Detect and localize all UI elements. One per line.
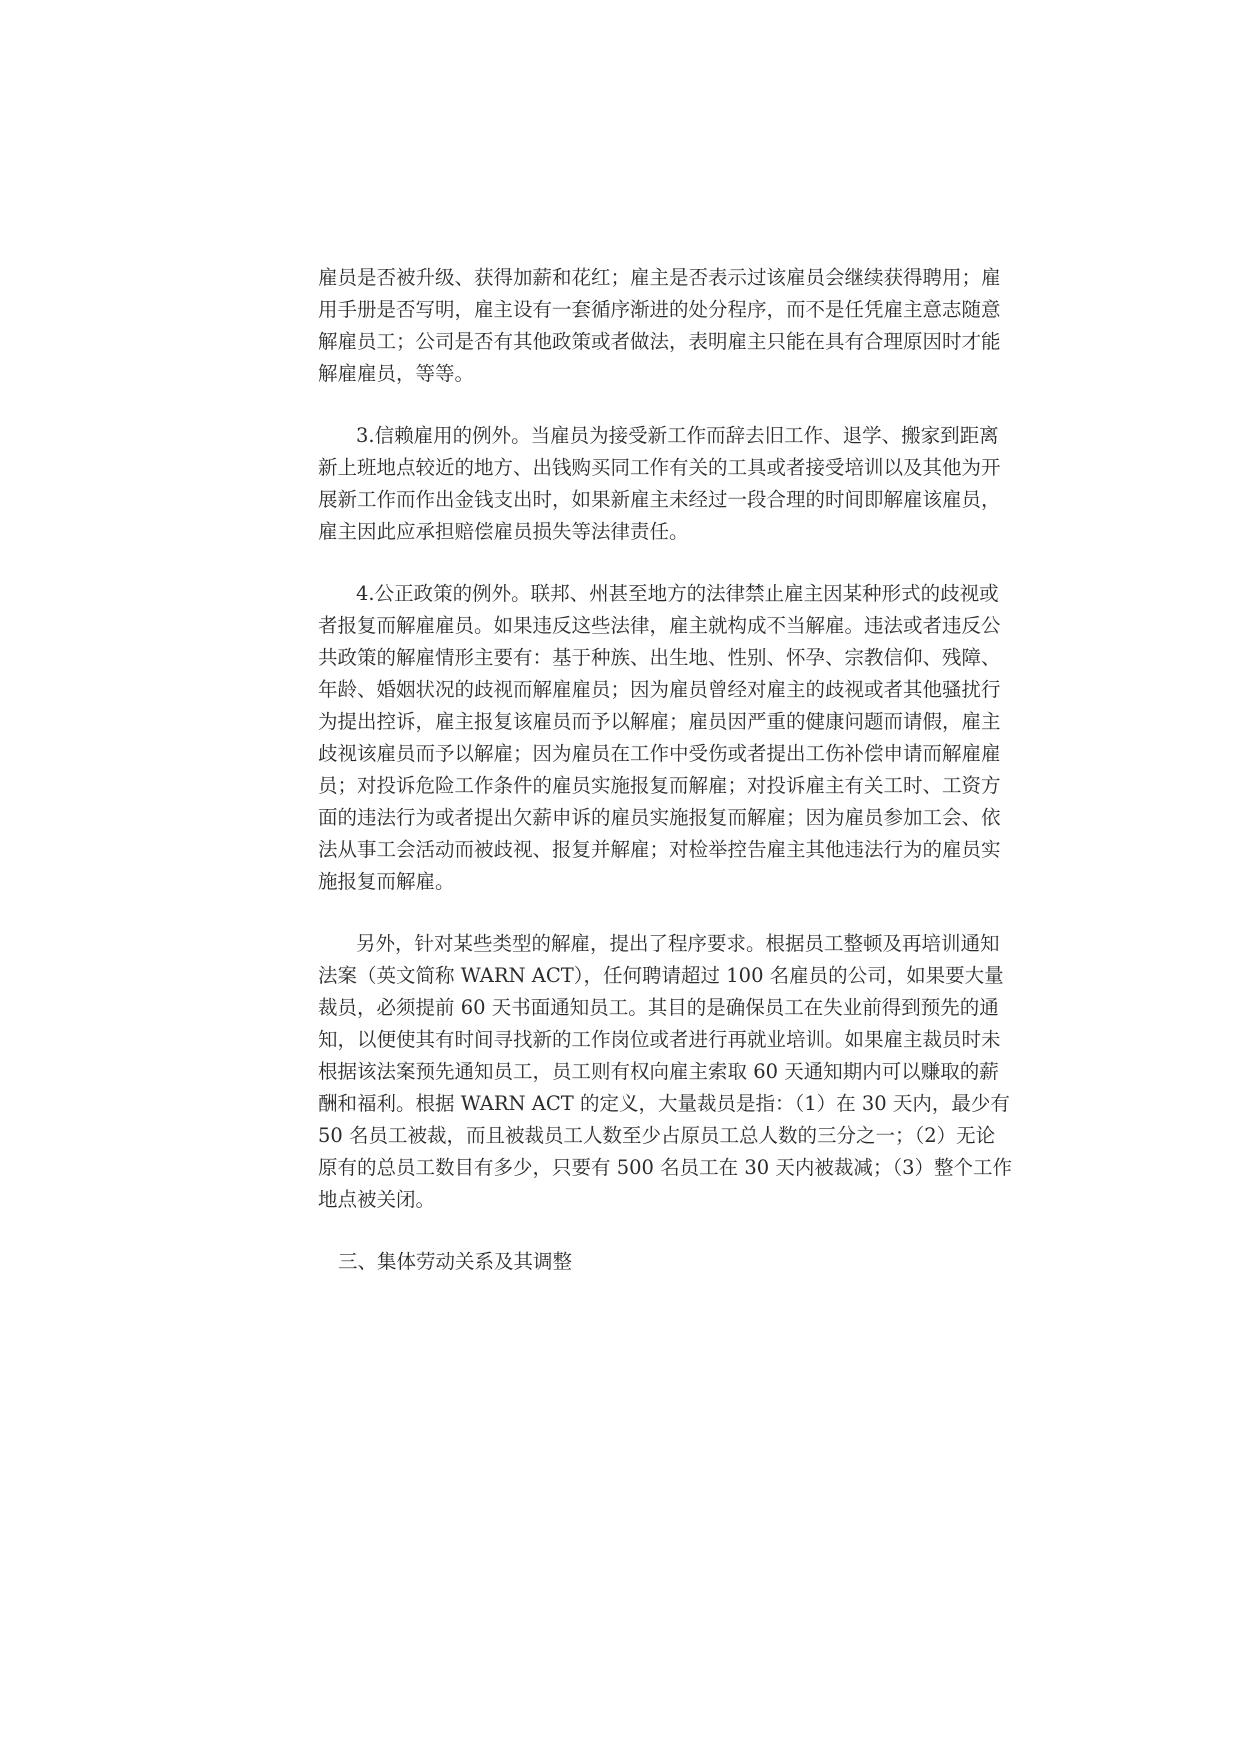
text-line: 50 名员工被裁，而且被裁员工人数至少占原员工总人数的三分之一；（2）无论 xyxy=(318,1124,996,1147)
text-line: 年龄、婚姻状况的歧视而解雇雇员；因为雇员曾经对雇主的歧视或者其他骚扰行 xyxy=(318,678,1001,701)
text-line: 施报复而解雇。 xyxy=(318,870,455,893)
text-line: 员；对投诉危险工作条件的雇员实施报复而解雇；对投诉雇主有关工时、工资方 xyxy=(318,774,1001,797)
paragraph-3 xyxy=(318,578,1001,898)
text-line: 裁员，必须提前 60 天书面通知员工。其目的是确保员工在失业前得到预先的通 xyxy=(318,996,999,1019)
text-line: 地点被关闭。 xyxy=(318,1188,436,1211)
text-line: 法案（英文简称 WARN ACT），任何聘请超过 100 名雇员的公司，如果要大量 xyxy=(318,964,1004,987)
text-line: 4.公正政策的例外。联邦、州甚至地方的法律禁止雇主因某种形式的歧视或 xyxy=(356,582,999,605)
text-line: 原有的总员工数目有多少，只要有 500 名员工在 30 天内被裁减；（3）整个工作 xyxy=(318,1156,1012,1179)
text-line: 根据该法案预先通知员工，员工则有权向雇主索取 60 天通知期内可以赚取的薪 xyxy=(318,1060,999,1083)
text-line: 法从事工会活动而被歧视、报复并解雇；对检举控告雇主其他违法行为的雇员实 xyxy=(318,838,1001,861)
text-line: 用手册是否写明，雇主设有一套循序渐进的处分程序，而不是任凭雇主意志随意 xyxy=(318,298,1001,321)
text-line: 酬和福利。根据 WARN ACT 的定义，大量裁员是指：（1）在 30 天内，最少有 xyxy=(318,1092,1010,1115)
text-line: 面的违法行为或者提出欠薪申诉的雇员实施报复而解雇；因为雇员参加工会、依 xyxy=(318,806,1001,829)
text-line: 共政策的解雇情形主要有：基于种族、出生地、性别、怀孕、宗教信仰、残障、 xyxy=(318,646,1001,669)
text-line: 为提出控诉，雇主报复该雇员而予以解雇；雇员因严重的健康问题而请假，雇主 xyxy=(318,710,1001,733)
text-line: 解雇雇员，等等。 xyxy=(318,362,475,385)
document-page xyxy=(318,262,1012,1278)
text-line: 3.信赖雇用的例外。当雇员为接受新工作而辞去旧工作、退学、搬家到距离 xyxy=(356,424,999,447)
section-heading: 三、集体劳动关系及其调整 xyxy=(338,1250,573,1273)
text-line: 知，以便使其有时间寻找新的工作岗位或者进行再就业培训。如果雇主裁员时未 xyxy=(318,1028,1001,1051)
text-line: 雇员是否被升级、获得加薪和花红；雇主是否表示过该雇员会继续获得聘用；雇 xyxy=(318,266,1001,289)
text-line: 解雇员工；公司是否有其他政策或者做法，表明雇主只能在具有合理原因时才能 xyxy=(318,330,1001,353)
text-line: 雇主因此应承担赔偿雇员损失等法律责任。 xyxy=(318,520,689,543)
text-line: 新上班地点较近的地方、出钱购买同工作有关的工具或者接受培训以及其他为开 xyxy=(318,456,1001,479)
text-line: 歧视该雇员而予以解雇；因为雇员在工作中受伤或者提出工伤补偿申请而解雇雇 xyxy=(318,742,1001,765)
text-line: 者报复而解雇雇员。如果违反这些法律，雇主就构成不当解雇。违法或者违反公 xyxy=(318,614,1001,637)
paragraph-2 xyxy=(318,420,1001,548)
text-line: 另外，针对某些类型的解雇，提出了程序要求。根据员工整顿及再培训通知 xyxy=(356,932,1000,955)
paragraph-4 xyxy=(318,928,1012,1216)
text-line: 展新工作而作出金钱支出时，如果新雇主未经过一段合理的时间即解雇该雇员， xyxy=(318,488,1001,511)
paragraph-1 xyxy=(318,262,1001,390)
